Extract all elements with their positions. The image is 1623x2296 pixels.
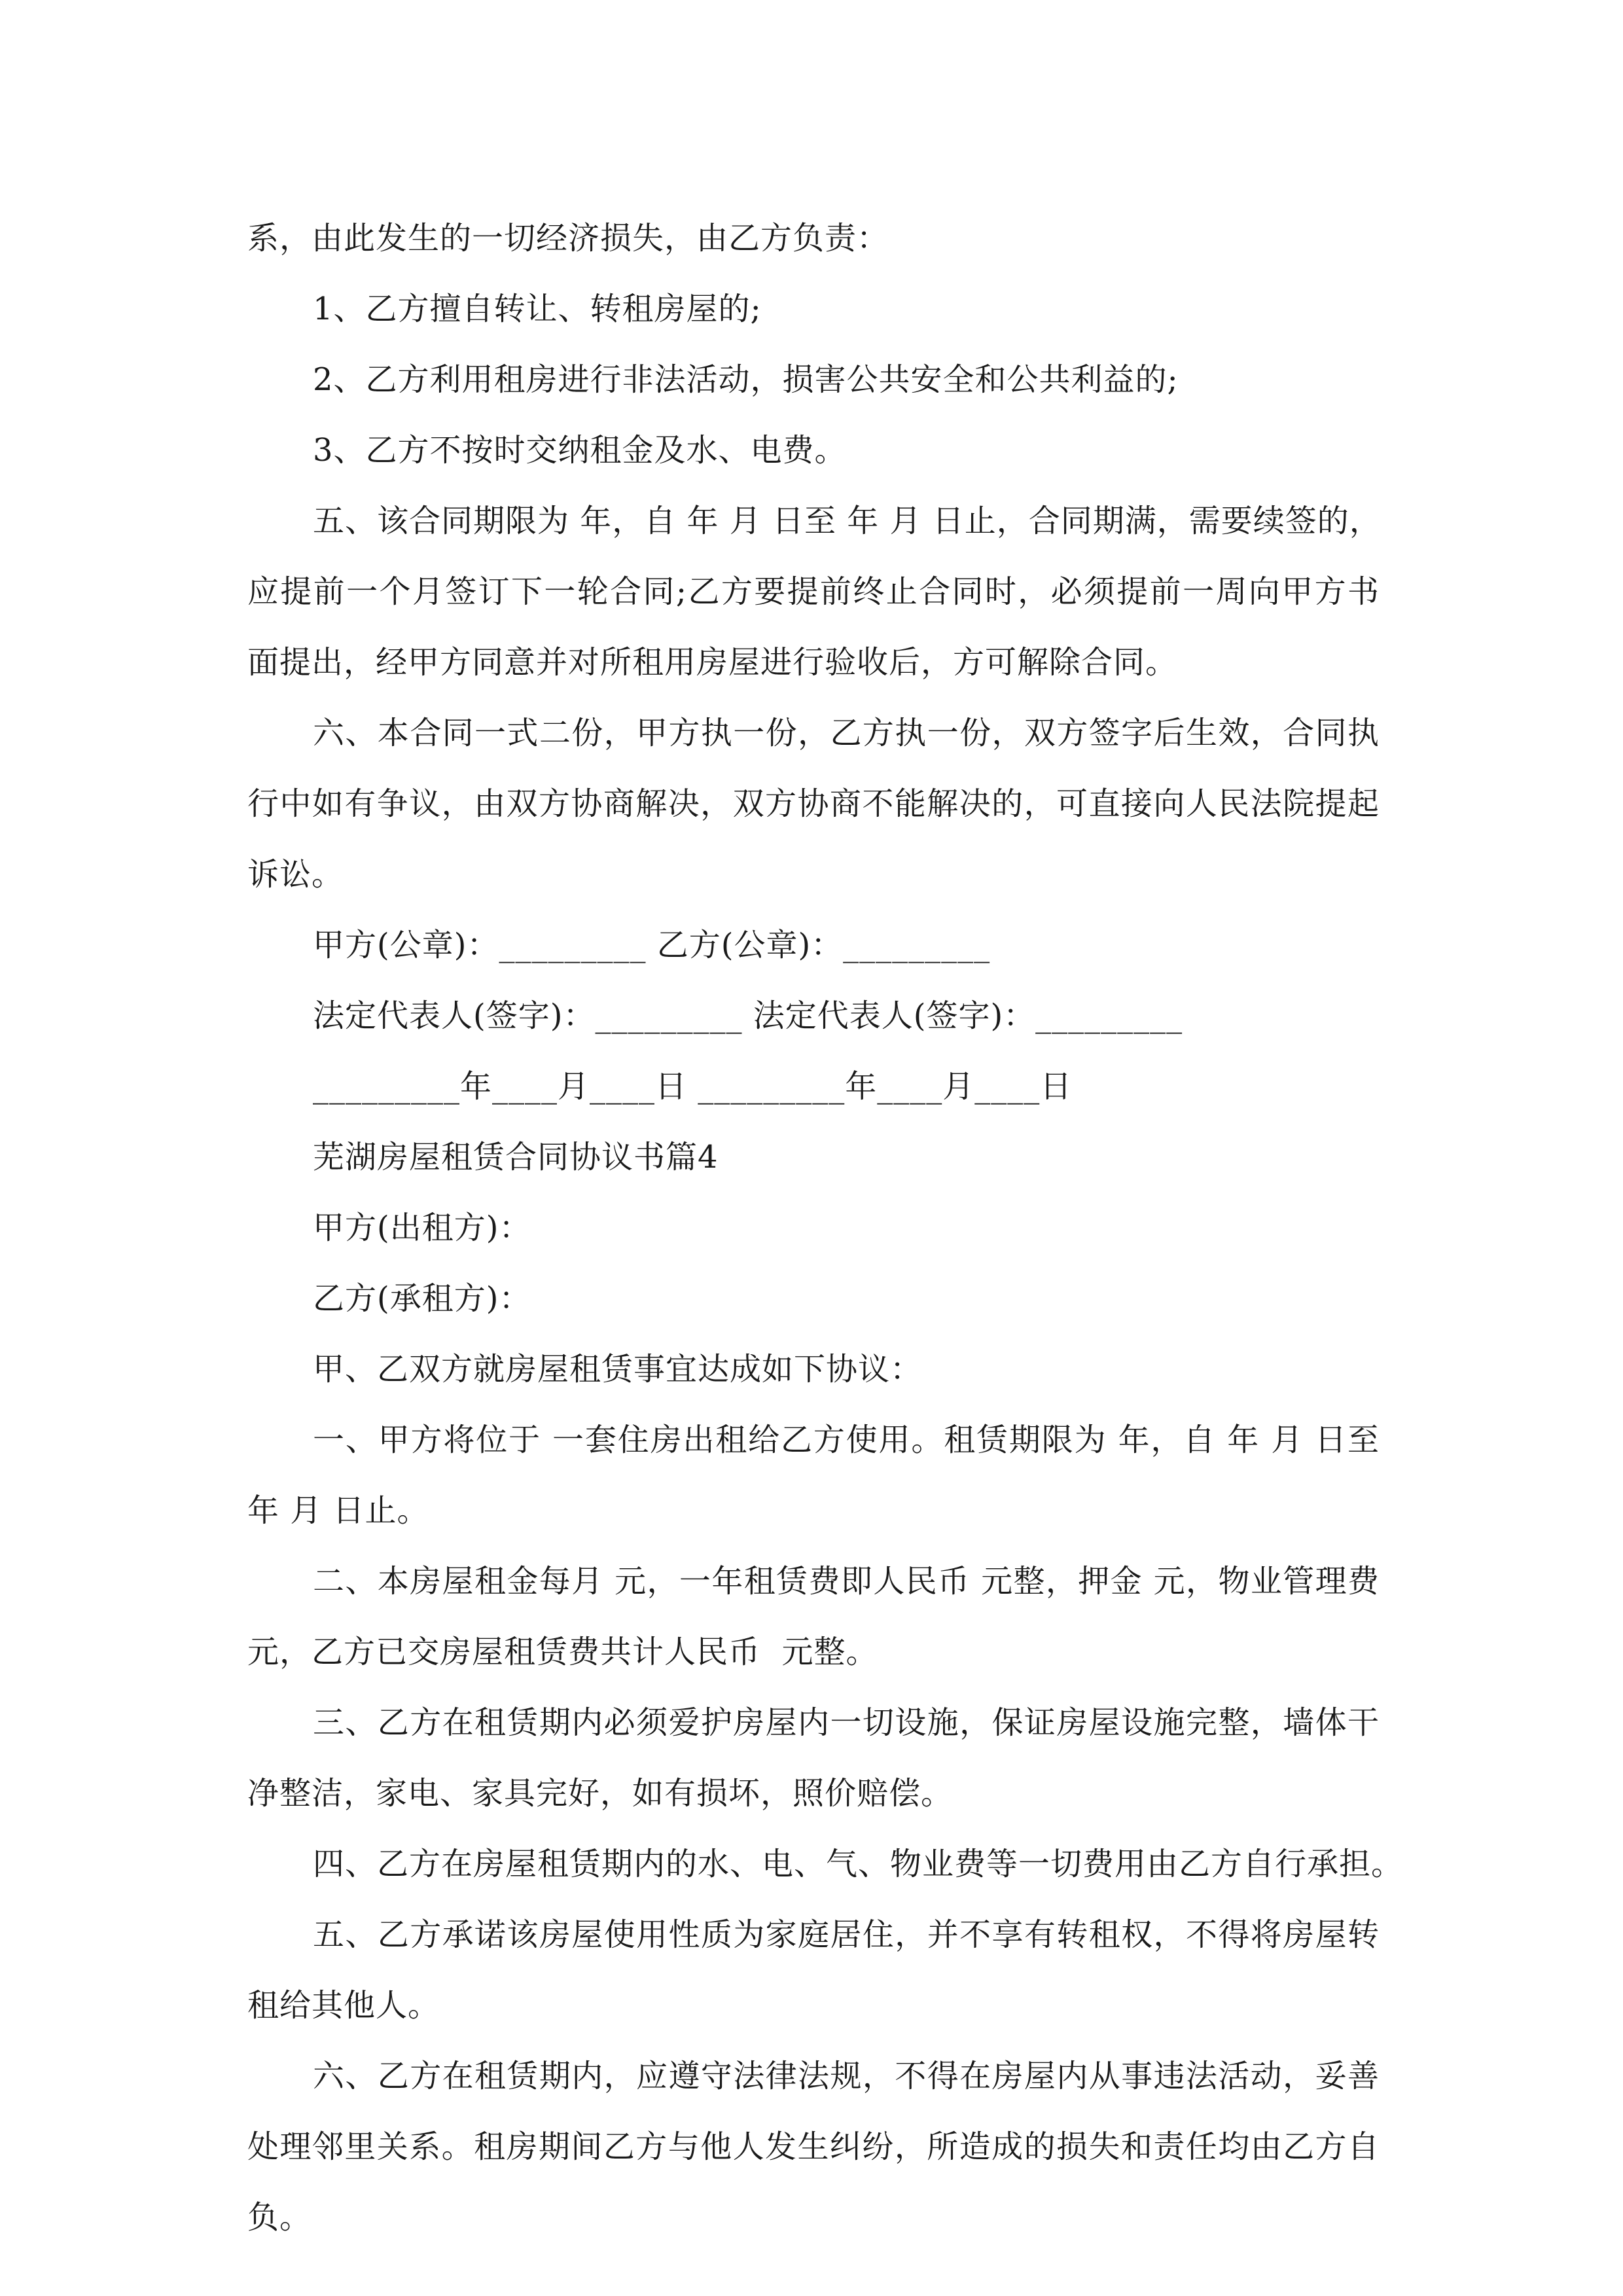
clause-five-line: 面提出，经甲方同意并对所租用房屋进行验收后，方可解除合同。 bbox=[247, 644, 1178, 681]
clause-one-line: 年 月 日止。 bbox=[247, 1492, 429, 1529]
agreement-intro: 甲、乙双方就房屋租赁事宜达成如下协议： bbox=[313, 1351, 923, 1388]
date-line: _________年____月____日 _________年____月____日 bbox=[313, 1068, 1073, 1105]
clause-two-line: 元，乙方已交房屋租赁费共计人民币 元整。 bbox=[247, 1634, 878, 1670]
clause-six-b-line: 负。 bbox=[247, 2199, 312, 2236]
clause-three-line: 三、乙方在租赁期内必须爱护房屋内一切设施，保证房屋设施完整，墙体干 bbox=[313, 1704, 1380, 1741]
document-body bbox=[247, 203, 1404, 2253]
list-item: 2、乙方利用租房进行非法活动，损害公共安全和公共利益的; bbox=[313, 361, 1179, 398]
clause-six-b-line: 六、乙方在租赁期内，应遵守法律法规，不得在房屋内从事违法活动，妥善 bbox=[313, 2058, 1380, 2094]
list-item: 3、乙方不按时交纳租金及水、电费。 bbox=[313, 432, 847, 469]
clause-six-line: 六、本合同一式二份，甲方执一份，乙方执一份，双方签字后生效，合同执 bbox=[313, 715, 1380, 751]
clause-two-line: 二、本房屋租金每月 元，一年租赁费即人民币 元整，押金 元，物业管理费 bbox=[313, 1563, 1380, 1600]
clause-five-b-line: 五、乙方承诺该房屋使用性质为家庭居住，并不享有转租权，不得将房屋转 bbox=[313, 1916, 1380, 1953]
clause-four-line: 四、乙方在房屋租赁期内的水、电、气、物业费等一切费用由乙方自行承担。 bbox=[313, 1846, 1404, 1882]
clause-one-line: 一、甲方将位于 一套住房出租给乙方使用。租赁期限为 年，自 年 月 日至 bbox=[313, 1422, 1380, 1458]
clause-five-line: 五、该合同期限为 年，自 年 月 日至 年 月 日止，合同期满，需要续签的， bbox=[313, 503, 1382, 539]
clause-three-line: 净整洁，家电、家具完好，如有损坏，照价赔偿。 bbox=[247, 1775, 954, 1812]
clause-five-b-line: 租给其他人。 bbox=[247, 1987, 440, 2024]
text-line: 系，由此发生的一切经济损失，由乙方负责： bbox=[247, 220, 889, 257]
party-a-line: 甲方(出租方)： bbox=[313, 1210, 531, 1246]
seal-line: 甲方(公章)：_________ 乙方(公章)：_________ bbox=[313, 927, 991, 963]
clause-six-line: 诉讼。 bbox=[247, 856, 344, 893]
clause-five-line: 应提前一个月签订下一轮合同;乙方要提前终止合同时，必须提前一周向甲方书 bbox=[247, 573, 1380, 610]
section-title: 芜湖房屋租赁合同协议书篇4 bbox=[313, 1139, 719, 1175]
signature-line: 法定代表人(签字)：_________ 法定代表人(签字)：_________ bbox=[313, 997, 1183, 1034]
clause-six-line: 行中如有争议，由双方协商解决，双方协商不能解决的，可直接向人民法院提起 bbox=[247, 785, 1380, 822]
list-item: 1、乙方擅自转让、转租房屋的; bbox=[313, 291, 762, 327]
clause-six-b-line: 处理邻里关系。租房期间乙方与他人发生纠纷，所造成的损失和责任均由乙方自 bbox=[247, 2128, 1380, 2165]
party-b-line: 乙方(承租方)： bbox=[313, 1280, 531, 1317]
